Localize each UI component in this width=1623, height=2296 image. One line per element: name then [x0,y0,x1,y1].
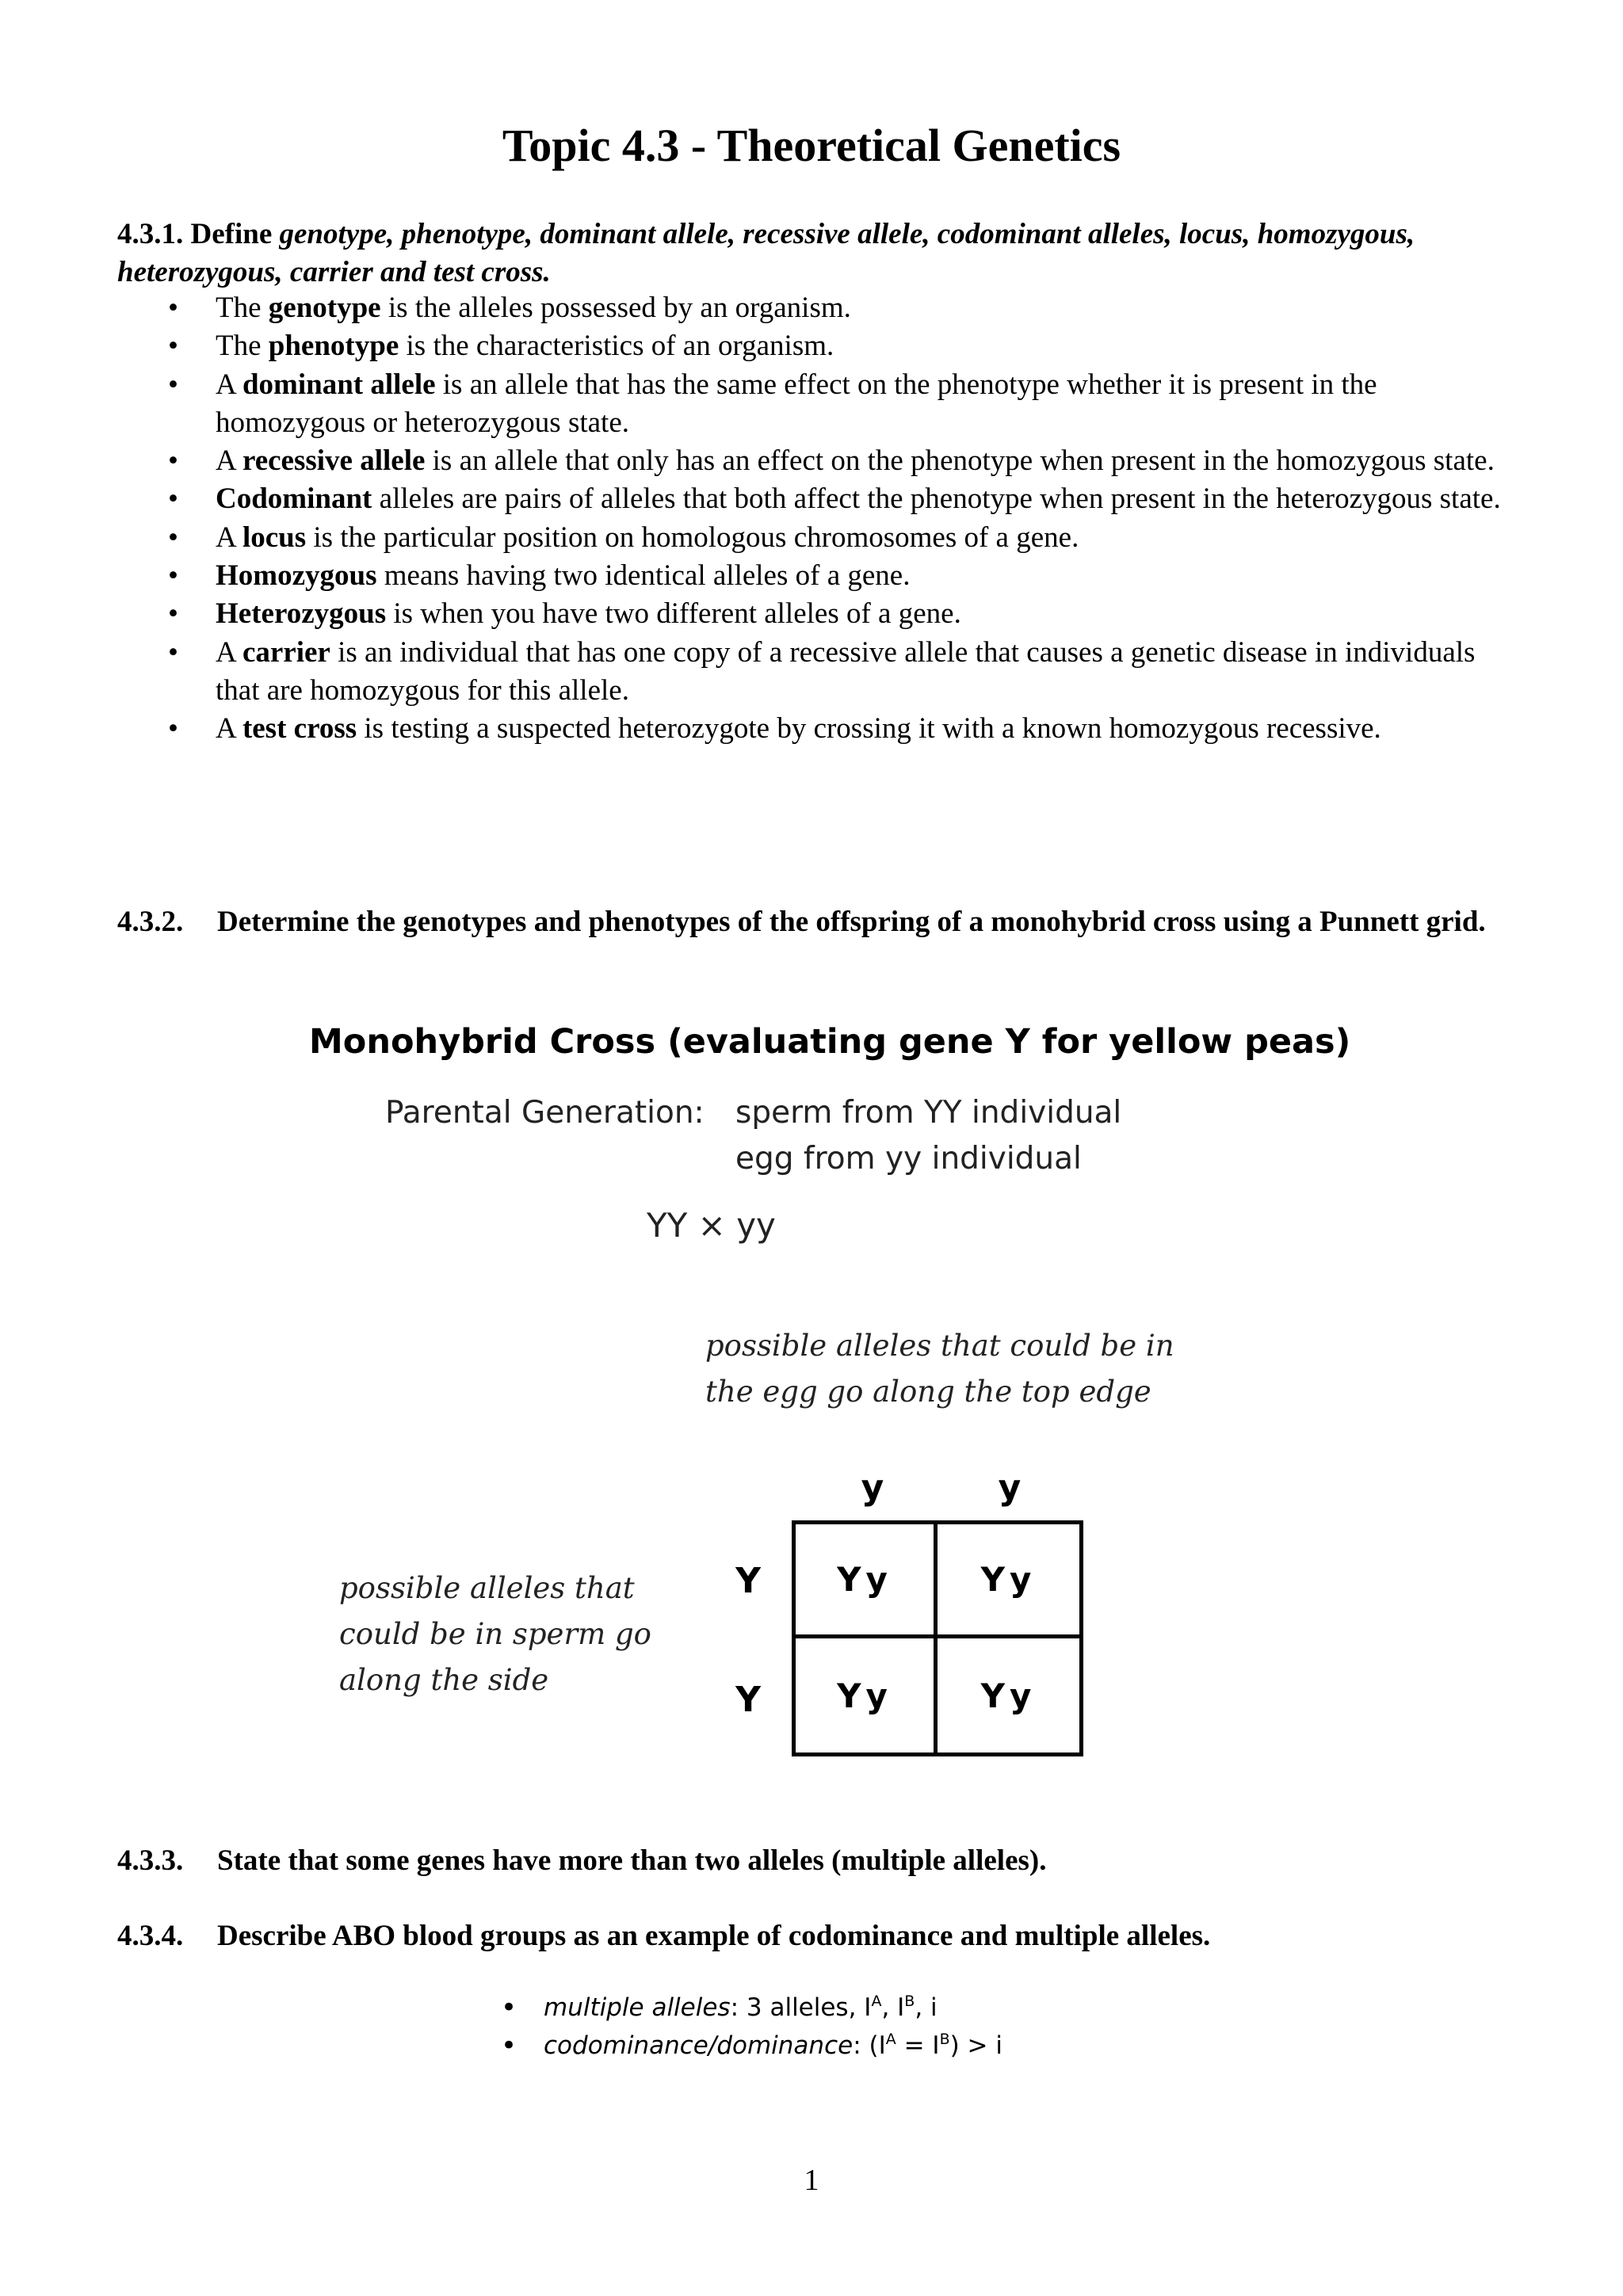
abo-list [491,1989,1002,2065]
sperm-allele-side-top: Y [735,1561,761,1601]
parental-generation-label: Parental Generation: [385,1095,705,1131]
defined-term: dominant allele [242,368,436,401]
list-item: • Homozygous means having two identical alleles of a gene. [117,557,1512,595]
page-number: 1 [804,2164,819,2197]
section-text: State that some genes have more than two alleles (multiple alleles). [217,1844,1047,1877]
section-heading-4-3-4 [117,1917,1528,1955]
section-heading-4-3-3 [117,1842,1528,1880]
defined-term: locus [242,521,307,554]
defined-term: carrier [242,635,330,669]
sperm-alleles-note-line2: could be in sperm go [339,1617,651,1651]
section-number: 4.3.3. [117,1844,184,1877]
list-item: • The phenotype is the characteristics of an organism. [117,327,1512,365]
egg-alleles-note-line1: possible alleles that could be in [705,1329,1174,1363]
defined-term: recessive allele [242,444,426,478]
defined-term: Homozygous [216,559,377,593]
abo-term: multiple alleles [544,1993,731,2022]
section-number: 4.3.2. [117,906,184,938]
section-text: Determine the genotypes and phenotypes of the offspring of a monohybrid cross using a Punnett grid. [217,906,1486,938]
page-title: Topic 4.3 - Theoretical Genetics [502,120,1121,171]
section-number: 4.3.4. [117,1920,184,1952]
figure-title: Monohybrid Cross (evaluating gene Y for yellow peas) [309,1022,1351,1062]
abo-term: codominance/dominance [544,2031,854,2060]
list-item: • A locus is the particular position on homologous chromosomes of a gene. [117,519,1512,557]
egg-alleles-note-line2: the egg go along the top edge [705,1375,1151,1409]
list-item: • The genotype is the alleles possessed by an organism. [117,289,1512,327]
list-item: • Heterozygous is when you have two different alleles of a gene. [117,595,1512,633]
section-heading-4-3-1 [117,215,1528,292]
egg-allele-top-right: y [998,1467,1022,1508]
sperm-alleles-note-line3: along the side [339,1663,549,1697]
list-item: • Codominant alleles are pairs of alleles that both affect the phenotype when present in the heterozygous state. [117,480,1512,518]
defined-term: Heterozygous [216,597,387,631]
defined-term: test cross [242,712,357,746]
sperm-allele-side-bottom: Y [735,1680,761,1720]
section-number: 4.3.1. [117,218,184,250]
defined-term: Codominant [216,482,372,516]
punnett-cell: Yy [796,1524,938,1638]
section-lead: Define [190,218,273,250]
list-item: • A carrier is an individual that has one copy of a recessive allele that causes a genetic disease in individuals that are homozygous for this allele. [117,634,1512,711]
defined-term: genotype [268,292,381,324]
parental-cross: YY × yy [647,1206,776,1245]
punnett-cell: Yy [980,1676,1037,1715]
section-heading-4-3-2 [117,903,1528,941]
egg-source-text: egg from yy individual [735,1141,1082,1177]
punnett-cell: Yy [796,1638,938,1753]
punnett-cell: Yy [938,1524,1079,1638]
list-item: • codominance/dominance: $(I^A = I^B) > i$ [491,2027,1002,2065]
list-item: • A recessive allele is an allele that only has an effect on the phenotype when present in the homozygous state. [117,442,1512,480]
sperm-source-text: sperm from YY individual [735,1095,1122,1131]
list-item: • A dominant allele is an allele that has the same effect on the phenotype whether it is present in the homozygous or heterozygous state. [117,366,1512,443]
monohybrid-cross-figure [0,1022,1623,1775]
list-item: • A test cross is testing a suspected heterozygote by crossing it with a known homozygous recessive. [117,710,1512,748]
sperm-alleles-note-line1: possible alleles that [339,1571,635,1605]
section-terms: genotype, phenotype, dominant allele, recessive allele, codominant alleles, locus, homozygous, heterozygous, carrier and test cross. [117,218,1415,288]
list-item: • multiple alleles: 3 alleles, $I^A$, $I^B$, i [491,1989,1002,2027]
definitions-list [117,289,1512,749]
defined-term: phenotype [268,330,399,363]
punnett-grid [792,1520,1083,1756]
egg-allele-top-left: y [861,1467,884,1508]
section-text: Describe ABO blood groups as an example of codominance and multiple alleles. [217,1920,1211,1952]
